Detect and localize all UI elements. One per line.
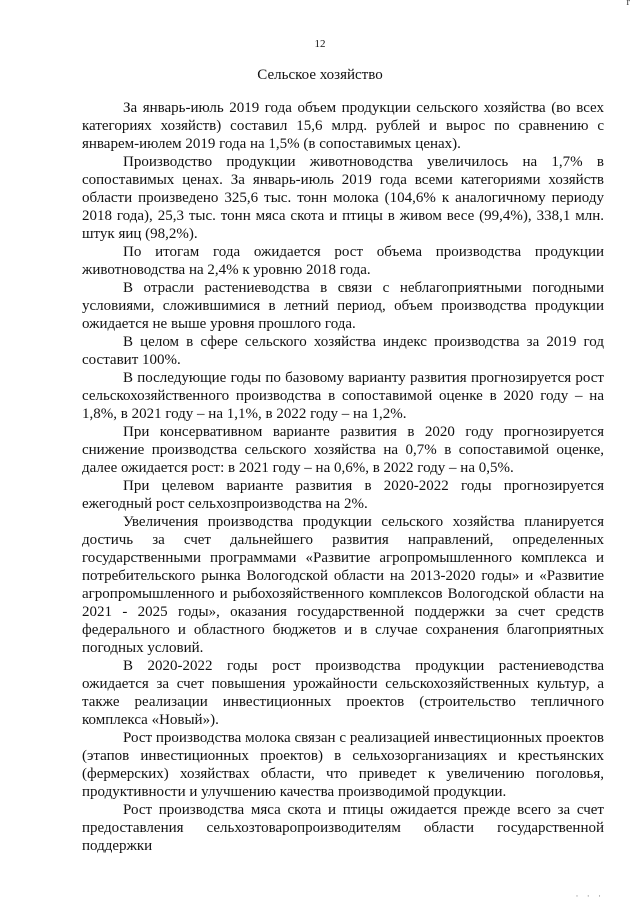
scan-artifact: · · · bbox=[575, 891, 604, 901]
paragraph-livestock-forecast: По итогам года ожидается рост объема производства продукции животноводства на 2,4% к уровню 2018 года. bbox=[82, 244, 604, 278]
paragraph-meat-growth: Рост производства мяса скота и птицы ожидается прежде всего за счет предоставления сельхозтоваропроизводителям области государственной поддержки bbox=[82, 802, 604, 854]
paragraph-crop-production: В отрасли растениеводства в связи с неблагоприятными погодными условиями, сложившимися в летний период, объем производства продукции ожидается не выше уровня прошлого года. bbox=[82, 280, 604, 332]
section-title: Сельское хозяйство bbox=[257, 67, 383, 83]
paragraph-state-programs: Увеличения производства продукции сельского хозяйства планируется достичь за счет дальнейшего развития направлений, определенных государственными программами «Развитие агропромышленного комплекса и потребительского рынка Вологодской области на 2013-2020 годы» и «Развитие агропромышленного и рыбохозяйственного комплексов Вологодской области на 2021 - 2025 годы», оказания государственной поддержки за счет средств федерального и областного бюджетов и в случае сохранения благоприятных погодных условий. bbox=[82, 514, 604, 656]
document-body bbox=[82, 99, 604, 855]
page-number: 12 bbox=[314, 38, 326, 50]
paragraph-target-scenario: При целевом варианте развития в 2020-2022 годы прогнозируется ежегодный рост сельхозпроизводства на 2%. bbox=[82, 478, 604, 512]
paragraph-production-index: В целом в сфере сельского хозяйства индекс производства за 2019 год составит 100%. bbox=[82, 334, 604, 368]
paragraph-milk-growth: Рост производства молока связан с реализацией инвестиционных проектов (этапов инвестиционных проектов) в сельхозорганизациях и крестьянских (фермерских) хозяйствах области, что приведет к увеличению поголовья, продуктивности и улучшению качества производимой продукции. bbox=[82, 730, 604, 800]
paragraph-output-overview: За январь-июль 2019 года объем продукции сельского хозяйства (во всех категориях хозяйств) составил 15,6 млрд. рублей и вырос по сравнению с январем-июлем 2019 года на 1,5% (в сопоставимых ценах). bbox=[82, 100, 604, 152]
paragraph-base-scenario: В последующие годы по базовому варианту развития прогнозируется рост сельскохозяйственного производства в сопоставимой оценке в 2020 году – на 1,8%, в 2021 году – на 1,1%, в 2022 году – на 1,2%. bbox=[82, 370, 604, 422]
paragraph-livestock-production: Производство продукции животноводства увеличилось на 1,7% в сопоставимых ценах. За январь-июль 2019 года всеми категориями хозяйств области произведено 325,6 тыс. тонн молока (104,6% к аналогичному периоду 2018 года), 25,3 тыс. тонн мяса скота и птицы в живом весе (99,4%), 338,1 млн. штук яиц (98,2%). bbox=[82, 154, 604, 242]
scan-corner-mark: r bbox=[626, 0, 630, 8]
paragraph-conservative-scenario: При консервативном варианте развития в 2020 году прогнозируется снижение производства сельского хозяйства на 0,7% в сопоставимой оценке, далее ожидается рост: в 2021 году – на 0,6%, в 2022 году – на 0,5%. bbox=[82, 424, 604, 476]
paragraph-crop-growth: В 2020-2022 годы рост производства продукции растениеводства ожидается за счет повышения урожайности сельскохозяйственных культур, а также реализации инвестиционных проектов (строительство тепличного комплекса «Новый»). bbox=[82, 658, 604, 728]
